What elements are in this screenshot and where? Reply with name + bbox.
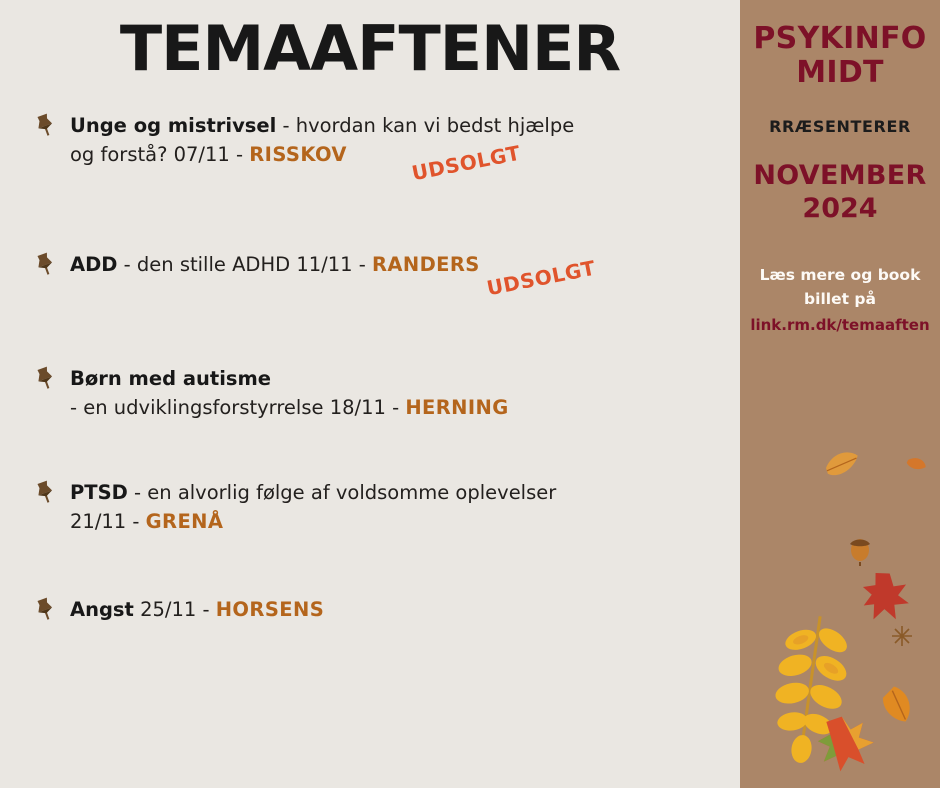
booking-line-1: Læs mere og book xyxy=(759,265,921,284)
event-text xyxy=(70,478,740,537)
pushpin-icon xyxy=(30,478,60,508)
event-title: ADD xyxy=(70,252,118,276)
month-label: NOVEMBER xyxy=(753,160,927,192)
status-badge: UDSOLGT xyxy=(409,140,523,186)
event-city: RISSKOV xyxy=(249,143,347,167)
booking-line-2: billet på xyxy=(804,289,876,308)
status-badge: UDSOLGT xyxy=(484,255,598,300)
event-city: HORSENS xyxy=(215,597,325,621)
list-item[interactable] xyxy=(26,111,740,186)
event-title: PTSD xyxy=(70,481,128,505)
presents-label: RRÆSENTERER xyxy=(769,117,911,137)
poster-sidebar xyxy=(740,0,940,788)
event-title: Unge og mistrivsel xyxy=(70,114,277,138)
event-desc-2: 21/11 - xyxy=(70,510,146,534)
event-text xyxy=(70,250,740,279)
list-item[interactable] xyxy=(26,595,740,641)
event-desc-2: og forstå? 07/11 - xyxy=(70,143,250,167)
pushpin-icon xyxy=(30,111,60,141)
list-item[interactable] xyxy=(26,250,740,300)
event-desc: - den stille ADHD 11/11 - xyxy=(117,252,372,276)
pushpin-icon xyxy=(30,364,60,394)
booking-info xyxy=(740,263,940,337)
brand-line-1: PSYKINFO xyxy=(753,21,927,56)
event-city: HERNING xyxy=(405,395,509,419)
event-city: RANDERS xyxy=(371,252,480,276)
event-city: GRENÅ xyxy=(145,510,224,534)
event-list xyxy=(0,111,740,641)
event-text xyxy=(70,595,740,624)
event-text xyxy=(70,364,740,423)
event-desc: - hvordan kan vi bedst hjælpe xyxy=(276,114,575,138)
event-desc: - en alvorlig følge af voldsomme oplevelser xyxy=(127,481,557,505)
list-item[interactable] xyxy=(26,478,740,537)
year-label: 2024 xyxy=(802,192,878,224)
event-desc: 25/11 - xyxy=(133,597,216,621)
autumn-leaves-decoration xyxy=(740,430,940,788)
event-title: Børn med autisme xyxy=(70,366,272,390)
brand-line-2: MIDT xyxy=(796,54,884,90)
page-title: TEMAAFTENER xyxy=(119,12,621,85)
brand-name xyxy=(740,0,940,89)
event-text xyxy=(70,111,740,170)
pushpin-icon xyxy=(30,595,60,625)
list-item[interactable] xyxy=(26,364,740,423)
event-desc-2: - en udviklingsforstyrrelse 18/11 - xyxy=(70,395,406,419)
pushpin-icon xyxy=(30,250,60,280)
booking-link[interactable]: link.rm.dk/temaaften xyxy=(750,316,930,334)
event-title: Angst xyxy=(70,597,134,621)
